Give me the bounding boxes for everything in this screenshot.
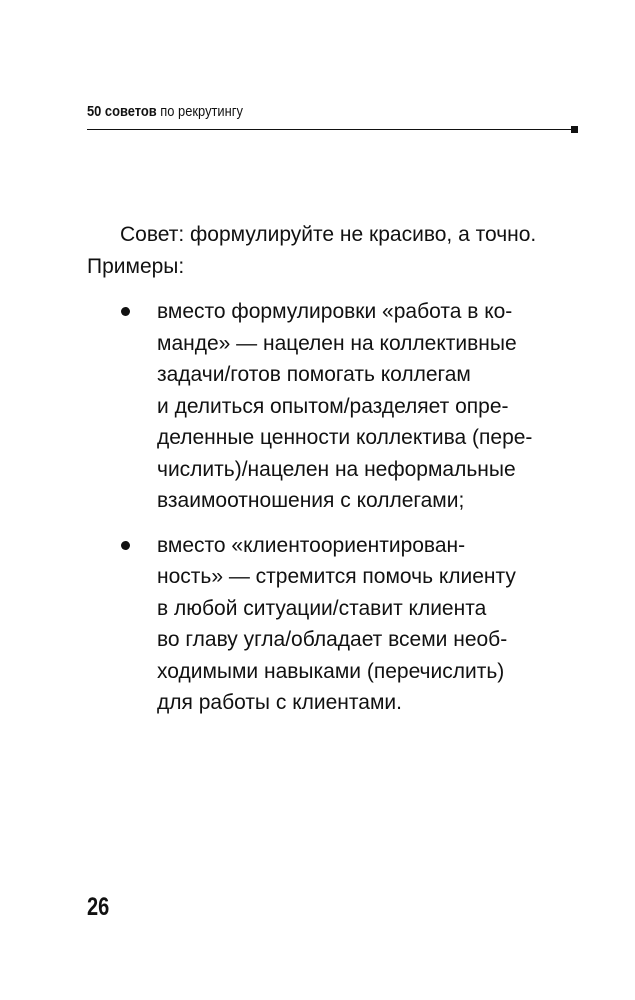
list-item-line: в любой ситуации/ставит клиента	[157, 596, 487, 620]
header-rule-end-square	[571, 126, 578, 133]
list-item-line: во главу угла/обладает всеми необ-	[157, 628, 508, 651]
list-item-line: для работы с клиентами.	[157, 691, 402, 714]
intro-line: Совет: формулируйте не красиво, а точно.	[120, 223, 537, 246]
list-item-line: числить)/нацелен на неформальные	[157, 457, 516, 481]
examples-list	[87, 296, 587, 719]
list-item-line: деленные ценности коллектива (пере-	[157, 426, 533, 449]
list-item	[87, 296, 587, 517]
intro-paragraph	[87, 219, 587, 282]
page-number: 26	[87, 893, 110, 921]
list-item-line: ность» — стремится помочь клиенту	[157, 565, 516, 588]
book-title-bold: 50 советов	[87, 103, 157, 120]
header-rule	[87, 129, 571, 130]
list-item-line: вместо «клиентоориентирован-	[157, 533, 466, 557]
list-item-line: ходимыми навыками (перечислить)	[157, 659, 505, 683]
bullet-icon	[121, 541, 130, 550]
list-item-line: манде» — нацелен на коллективные	[157, 331, 517, 355]
list-item-line: и делиться опытом/разделяет опре-	[157, 394, 509, 418]
list-item-line: взаимоотношения с коллегами;	[157, 489, 465, 512]
running-head	[87, 103, 243, 121]
list-item-line: задачи/готов помогать коллегам	[157, 363, 471, 386]
list-item	[87, 530, 587, 719]
intro-line: Примеры:	[87, 254, 185, 278]
list-item-line: вместо формулировки «работа в ко-	[157, 300, 513, 323]
bullet-icon	[121, 307, 130, 316]
page-body	[87, 219, 587, 732]
book-title-rest: по рекрутингу	[156, 103, 243, 120]
